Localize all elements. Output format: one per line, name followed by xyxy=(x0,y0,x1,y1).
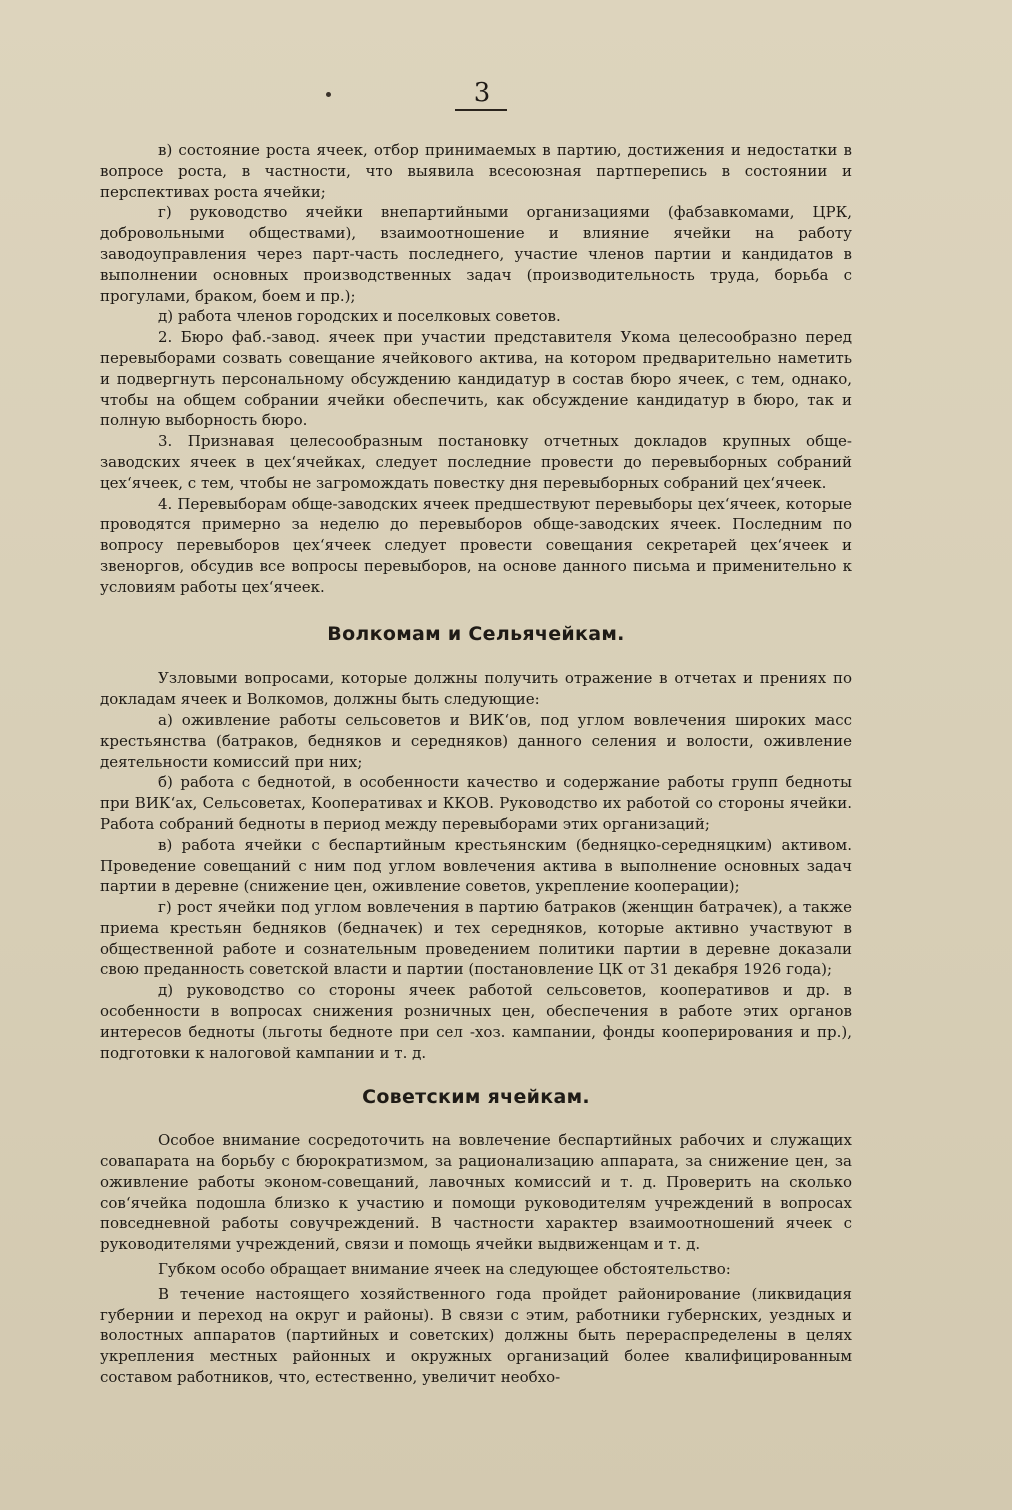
heading-soviet: Советским ячейкам. xyxy=(362,1086,590,1109)
page-number: 3 xyxy=(473,78,491,108)
ink-dot xyxy=(326,92,331,97)
paragraph-top-g: г) руководство ячейки внепартийными организациями (фабзавкомами, ЦРК, добровольными обществами), взаимоотношение и влияние ячейки на работу заводоуправления через парт-часть последнего, участие членов партии и кандидатов в выполнении основных производственных задач (производительность труда, борьба с прогулами, браком, боем и пр.); xyxy=(100,203,852,305)
paragraph-volkom-a: а) оживление работы сельсоветов и ВИК‘ов, под углом вовлечения широких масс крестьянства (батраков, бедняков и середняков) данного селения и волости, оживление деятельности комиссий при них; xyxy=(100,710,852,771)
paragraph-top-3: 3. Признавая целесообразным постановку отчетных докладов крупных обще-заводских ячеек в цех‘ячейках, следует последние провести до перевыборных собраний цех‘ячеек, с тем, чтобы не загромождать повестку дня перевыборных собраний цех‘ячеек. xyxy=(100,432,852,492)
paragraph-volkom-g: г) рост ячейки под углом вовлечения в партию батраков (женщин батрачек), а также приема крестьян бедняков (бедначек) и тех середняков, которые активно участвуют в общественной работе и сознательным проведением политики партии в деревне доказали свою преданность советской власти и партии (постановление ЦК от 31 декабря 1926 года); xyxy=(100,898,852,979)
paragraph-soviet-3: В течение настоящего хозяйственного года пройдет районирование (ликвидация губернии и переход на округ и районы). В связи с этим, работники губернских, уездных и волостных аппаратов (партийных и советских) должны быть перераспределены в целях укрепления местных районных и окружных организаций более квалифицированным составом работников, что, естественно, увеличит необхо- xyxy=(100,1284,852,1387)
paragraph-volkom-b: б) работа с беднотой, в особенности качество и содержание работы групп бедноты при ВИК‘ах, Сельсоветах, Кооперативах и ККОВ. Руководство их работой со стороны ячейки. Работа собраний бедноты в период между перевыборами этих организаций; xyxy=(100,773,852,833)
paragraph-soviet-2: Губком особо обращает внимание ячеек на следующее обстоятельство: xyxy=(158,1260,731,1279)
paragraph-top-2: 2. Бюро фаб.-завод. ячеек при участии представителя Укома целесообразно перед перевыборами созвать совещание ячейкового актива, на котором предварительно наметить и подвергнуть персональному обсуждению кандидатур в состав бюро ячеек, с тем, однако, чтобы на общем собрании ячейки обеспечить, как обсуждение кандидатур в бюро, так и полную выборность бюро. xyxy=(100,328,852,430)
heading-volkom: Волкомам и Сельячейкам. xyxy=(327,622,625,645)
paragraph-top-4: 4. Перевыборам обще-заводских ячеек предшествуют перевыборы цех‘ячеек, которые проводятся примерно за неделю до перевыборов обще-заводских ячеек. Последним по вопросу перевыборов цех‘ячеек следует провести совещания секретарей цех‘ячеек и звеноргов, обсудив все вопросы перевыборов, на основе данного письма и применительно к условиям работы цех‘ячеек. xyxy=(100,494,852,596)
paragraph-volkom-intro: Узловыми вопросами, которые должны получить отражение в отчетах и прениях по докладам ячеек и Волкомов, должны быть следующие: xyxy=(100,669,852,709)
paragraph-soviet-1: Особое внимание сосредоточить на вовлечение беспартийных рабочих и служащих совапаратa на борьбу с бюрократизмом, за рационализацию аппарата, за снижение цен, за оживление работы эконом-совещаний, лавочных комиссий и т. д. Проверить на сколько сов‘ячейка подошла близко к участию и помощи руководителям учреждений в вопросах повседневной работы совучреждений. В частности характер взаимоотношений ячеек с руководителями учреждений, связи и помощь ячейки выдвиженцам и т. д. xyxy=(100,1131,852,1254)
paragraph-top-v: в) состояние роста ячеек, отбор принимаемых в партию, достижения и недостатки в вопросе роста, в частности, что выявила всесоюзная партперепись в состоянии и перспективах роста ячейки; xyxy=(100,141,852,201)
paragraph-volkom-v: в) работа ячейки с беспартийным крестьянским (бедняцко-середняцким) активом. Проведение совещаний с ним под углом вовлечения актива в выполнение основных задач партии в деревне (снижение цен, оживление советов, укрепление кооперации); xyxy=(100,835,852,896)
body-text xyxy=(100,140,852,1388)
page-number-rule xyxy=(455,109,507,111)
paragraph-volkom-d: д) руководство со стороны ячеек работой сельсоветов, кооперативов и др. в особенности в вопросах снижения розничных цен, обеспечения в работе этих органов интересов бедноты (льготы бедноте при сел -хоз. кампании, фонды кооперирования и пр.), подготовки к налоговой кампании и т. д. xyxy=(100,981,852,1062)
paragraph-top-d: д) работа членов городских и поселковых советов. xyxy=(158,307,561,326)
